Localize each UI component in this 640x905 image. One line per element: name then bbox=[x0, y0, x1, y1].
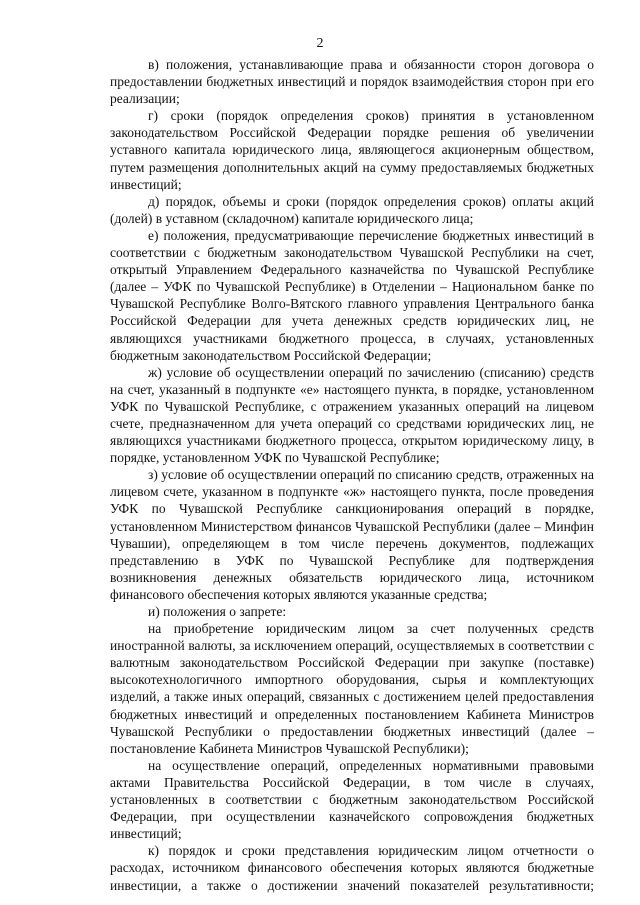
paragraph-zh: ж) условие об осуществлении операций по зачислению (списанию) средств на счет, указанный в подпункте «е» настоящего пункта, в порядке, установленном УФК по Чувашской Республике, с отражением указанных операций на лицевом счете, предназначенном для учета операций со средствами юридических лиц, не являющихся участниками бюджетного процесса, открытом юридическому лицу, в порядке, установленном УФК по Чувашской Республике; bbox=[110, 364, 594, 466]
paragraph-g: г) сроки (порядок определения сроков) принятия в установленном законодательством Российской Федерации порядке решения об увеличении уставного капитала юридического лица, являющегося акционерным обществом, путем размещения дополнительных акций на сумму предоставляемых бюджетных инвестиций; bbox=[110, 108, 594, 192]
page-number: 2 bbox=[316, 36, 324, 51]
paragraph-v: в) положения, устанавливающие права и обязанности сторон договора о предоставлении бюджетных инвестиций и порядок взаимодействия сторон при его реализации; bbox=[110, 57, 594, 107]
paragraph-i-foreign-currency: на приобретение юридическим лицом за счет полученных средств иностранной валюты, за исключением операций, осуществляемых в соответствии с валютным законодательством Российской Федерации при закупке (поставке) высокотехнологичного импортного оборудования, сырья и комплектующих изделий, а также иных операций, связанных с достижением целей предоставления бюджетных инвестиций и определенных постановлением Кабинета Министров Чувашской Республики о предоставлении бюджетных инвестиций (далее – постановление Кабинета Министров Чувашской Республики); bbox=[110, 621, 594, 756]
paragraph-e: е) положения, предусматривающие перечисление бюджетных инвестиций в соответствии с бюджетным законодательством Чувашской Республики на счет, открытый Управлением Федерального казначейства по Чувашской Республике (далее – УФК по Чувашской Республике) в Отделении – Национальном банке по Чувашской Республике Волго-Вятского главного управления Центрального банка Российской Федерации для учета денежных средств юридических лиц, не являющихся участниками бюджетного процесса, в случаях, установленных бюджетным законодательством Российской Федерации; bbox=[110, 227, 594, 363]
paragraph-z: з) условие об осуществлении операций по списанию средств, отраженных на лицевом счете, указанном в подпункте «ж» настоящего пункта, после проведения УФК по Чувашской Республике санкционирования операций в порядке, установленном Министерством финансов Чувашской Республики (далее – Минфин Чувашии), определяющем в том числе перечень документов, подлежащих представлению в УФК по Чувашской Республике для подтверждения возникновения денежных обязательств юридического лица, источником финансового обеспечения которых являются указанные средства; bbox=[110, 467, 594, 602]
paragraph-i: и) положения о запрете: bbox=[148, 604, 287, 619]
document-body bbox=[110, 56, 594, 894]
paragraph-d: д) порядок, объемы и сроки (порядок определения сроков) оплаты акций (долей) в уставном (складочном) капитале юридического лица; bbox=[110, 193, 594, 226]
paragraph-k: к) порядок и сроки представления юридическим лицом отчетности о расходах, источником финансового обеспечения которых являются бюджетные инвестиции, а также о достижении значений показателей результативности; bbox=[110, 843, 594, 893]
paragraph-i-operations: на осуществление операций, определенных нормативными правовыми актами Правительства Российской Федерации, в том числе в случаях, установленных в соответствии с бюджетным законодательством Российской Федерации, при осуществлении казначейского сопровождения бюджетных инвестиций; bbox=[110, 757, 594, 842]
